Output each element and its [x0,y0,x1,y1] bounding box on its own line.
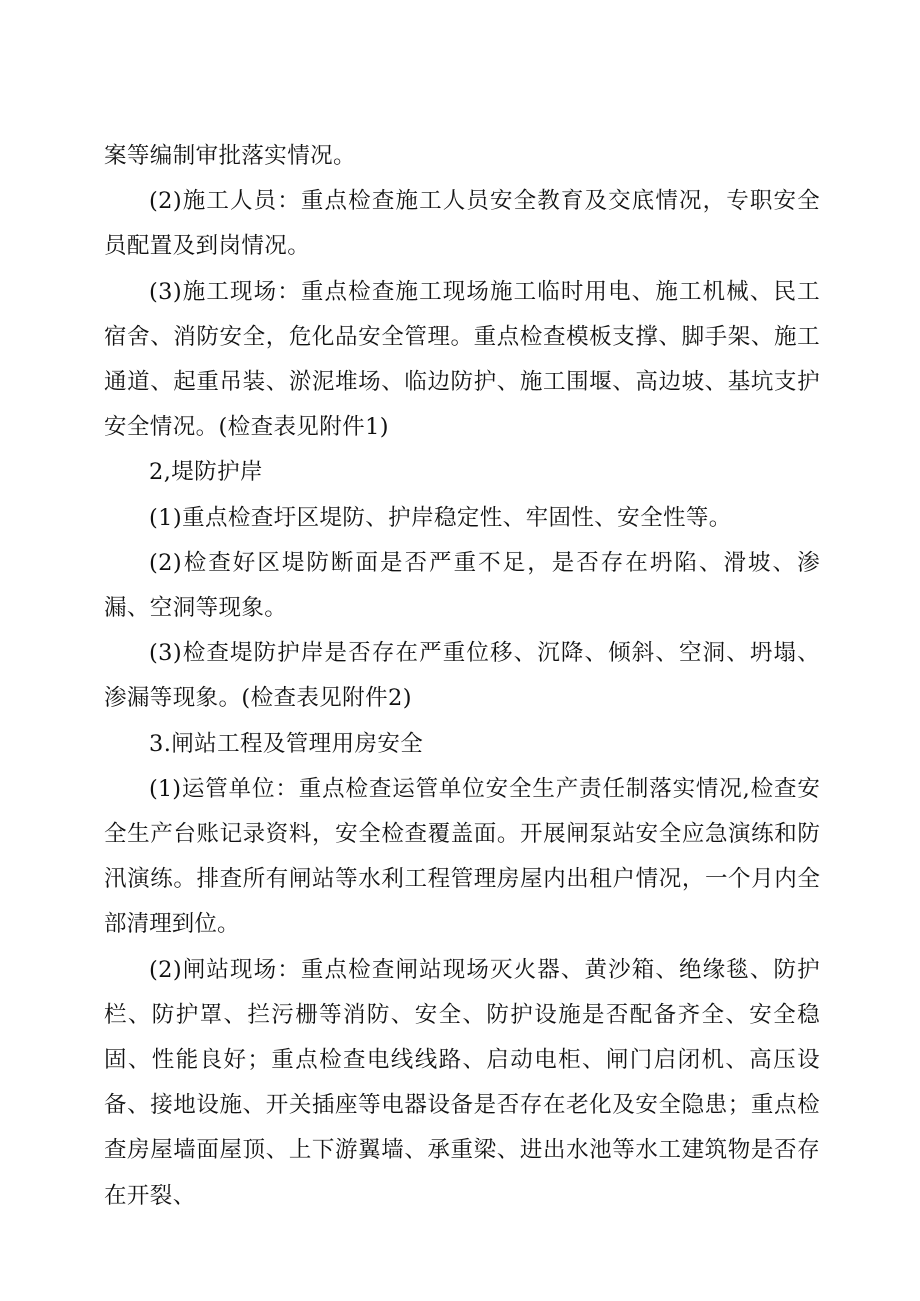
paragraph-embankment-1: (1)重点检查圩区堤防、护岸稳定性、牢固性、安全性等。 [149,504,732,531]
paragraph-construction-personnel: (2)施工人员：重点检查施工人员安全教育及交底情况，专职安全员配置及到岗情况。 [104,188,820,260]
paragraph-operation-unit: (1)运管单位：重点检查运管单位安全生产责任制落实情况,检查安全生产台账记录资料，安全检查覆盖面。开展闸泵站安全应急演练和防汛演练。排查所有闸站等水利工程管理房屋内出租户情况，一个月内全部清理到位。 [104,775,820,938]
document-body [104,134,820,1219]
section-heading-embankment: 2,堤防护岸 [149,459,263,486]
paragraph-embankment-3: (3)检查堤防护岸是否存在严重位移、沉降、倾斜、空洞、坍塌、渗漏等现象。(检查表见附件2) [104,640,820,712]
paragraph-embankment-2: (2)检查好区堤防断面是否严重不足，是否存在坍陷、滑坡、渗漏、空洞等现象。 [104,549,820,622]
paragraph-continuation: 案等编制审批落实情况。 [104,143,356,169]
paragraph-sluice-site: (2)闸站现场：重点检查闸站现场灭火器、黄沙箱、绝缘毯、防护栏、防护罩、拦污栅等消防、安全、防护设施是否配备齐全、安全稳固、性能良好；重点检查电线线路、启动电柜、闸门启闭机、高压设备、接地设施、开关插座等电器设备是否存在老化及安全隐患；重点检查房屋墙面屋顶、上下游翼墙、承重梁、进出水池等水工建筑物是否存在开裂、 [104,956,820,1209]
section-heading-sluice-station: 3.闸站工程及管理用房安全 [149,730,424,757]
paragraph-construction-site: (3)施工现场：重点检查施工现场施工临时用电、施工机械、民工宿舍、消防安全，危化品安全管理。重点检查模板支撑、脚手架、施工通道、起重吊装、淤泥堆场、临边防护、施工围堰、高边坡、基坑支护安全情况。(检查表见附件1) [104,278,820,441]
